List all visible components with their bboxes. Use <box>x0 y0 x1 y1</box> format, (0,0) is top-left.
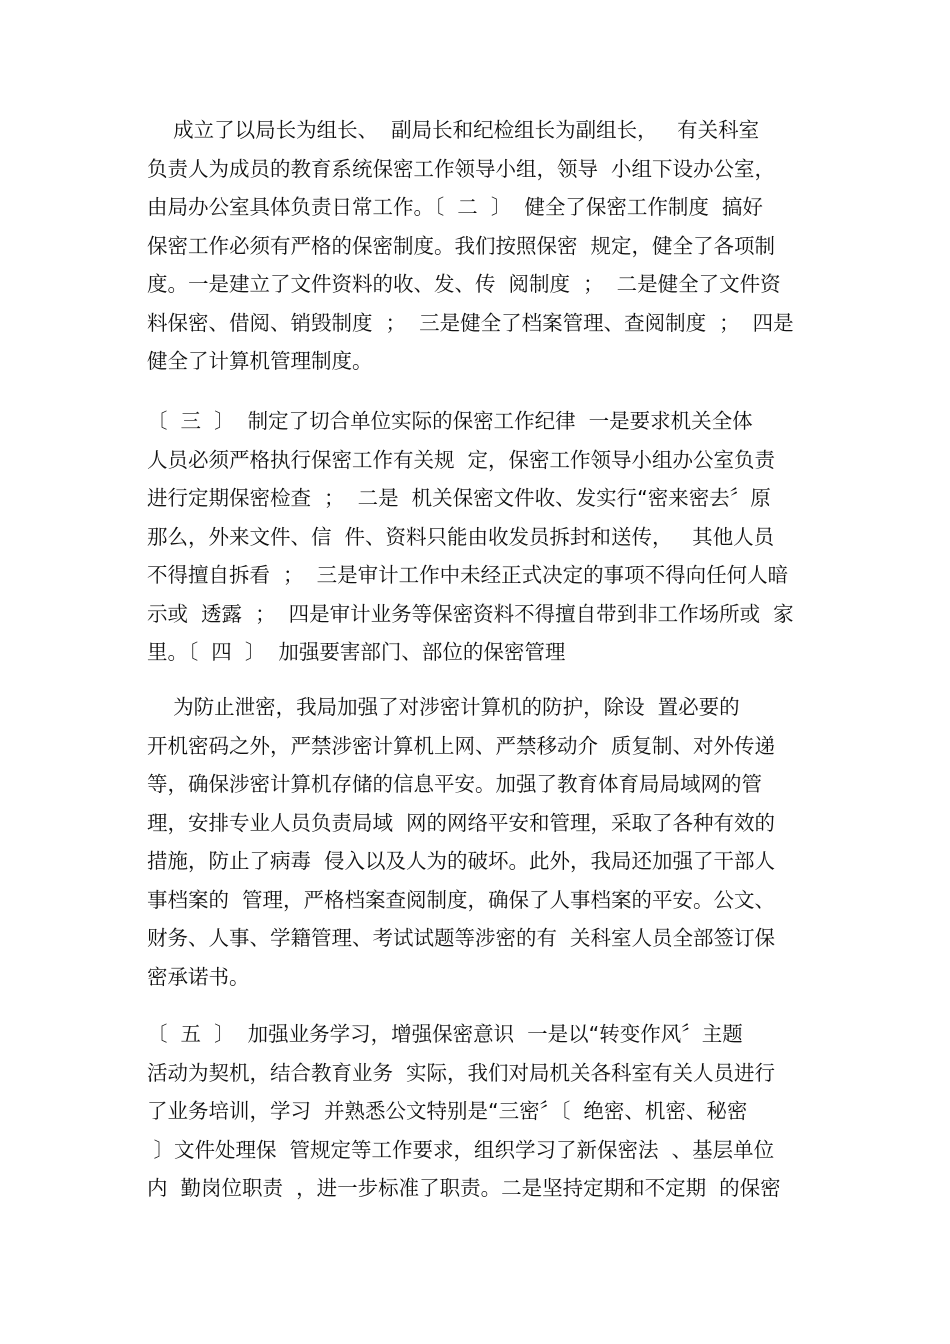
text-line: 成立了以局长为组长、 副局长和纪检组长为副组长， 有关科室 <box>147 118 760 142</box>
paragraph-2 <box>147 402 807 672</box>
text-line: 事档案的 管理，严格档案查阅制度，确保了人事档案的平安。公文、 <box>147 887 776 912</box>
text-line: 度。一是建立了文件资料的收、发、传 阅制度 ； 二是健全了文件资 <box>147 272 781 296</box>
text-line: 负责人为成员的教育系统保密工作领导小组，领导 小组下设办公室， <box>147 156 776 181</box>
paragraph-1 <box>147 111 807 381</box>
text-line: 料保密、借阅、销毁制度 ； 三是健全了档案管理、查阅制度 ； 四是 <box>147 310 794 335</box>
text-line: 活动为契机，结合教育业务 实际，我们对局机关各科室有关人员进行 <box>147 1060 776 1085</box>
text-line: 保密工作必须有严格的保密制度。我们按照保密 规定，健全了各项制 <box>147 233 776 258</box>
text-line: 开机密码之外，严禁涉密计算机上网、严禁移动介 质复制、对外传递 <box>147 733 776 758</box>
text-line: 示或 透露 ； 四是审计业务等保密资料不得擅自带到非工作场所或 家 <box>147 601 794 626</box>
text-line: 那么，外来文件、信 件、资料只能由收发员拆封和送传， 其他人员 <box>147 524 775 549</box>
text-line: 人员必须严格执行保密工作有关规 定，保密工作领导小组办公室负责 <box>147 447 776 472</box>
paragraph-4 <box>147 1015 807 1208</box>
text-line: 理，安排专业人员负责局域 网的网络平安和管理，采取了各种有效的 <box>147 810 776 835</box>
text-line: 财务、人事、学籍管理、考试试题等涉密的有 关科室人员全部签订保 <box>147 926 776 950</box>
text-line: 由局办公室具体负责日常工作。〔 二 〕 健全了保密工作制度 搞好 <box>147 195 763 219</box>
text-line: 里。〔 四 〕 加强要害部门、部位的保密管理 <box>147 640 566 664</box>
paragraph-3 <box>147 688 807 996</box>
text-line: 为防止泄密，我局加强了对涉密计算机的防护，除设 置必要的 <box>147 695 740 719</box>
text-line: 健全了计算机管理制度。 <box>147 349 373 373</box>
text-line: 等，确保涉密计算机存储的信息平安。加强了教育体育局局域网的管 <box>147 772 762 796</box>
text-line: 〔 三 〕 制定了切合单位实际的保密工作纪律 一是要求机关全体 <box>147 409 753 433</box>
text-line: 内 勤岗位职责 ，进一步标准了职责。二是坚持定期和不定期 的保密 <box>147 1176 781 1200</box>
text-line: 密承诺书。 <box>147 964 250 989</box>
text-line: 〕文件处理保 管规定等工作要求，组织学习了新保密法 、基层单位 <box>147 1137 775 1162</box>
text-line: 〔 五 〕 加强业务学习，增强保密意识 一是以“转变作风〞主题 <box>147 1022 743 1046</box>
text-line: 进行定期保密检查 ； 二是 机关保密文件收、发实行“密来密去〞原 <box>147 486 771 510</box>
text-line: 了业务培训，学习 并熟悉公文特别是“三密〞〔 绝密、机密、秘密 <box>147 1099 748 1123</box>
text-line: 措施，防止了病毒 侵入以及人为的破坏。此外，我局还加强了干部人 <box>147 849 776 873</box>
text-line: 不得擅自拆看 ； 三是审计工作中未经正式决定的事项不得向任何人暗 <box>147 563 789 587</box>
